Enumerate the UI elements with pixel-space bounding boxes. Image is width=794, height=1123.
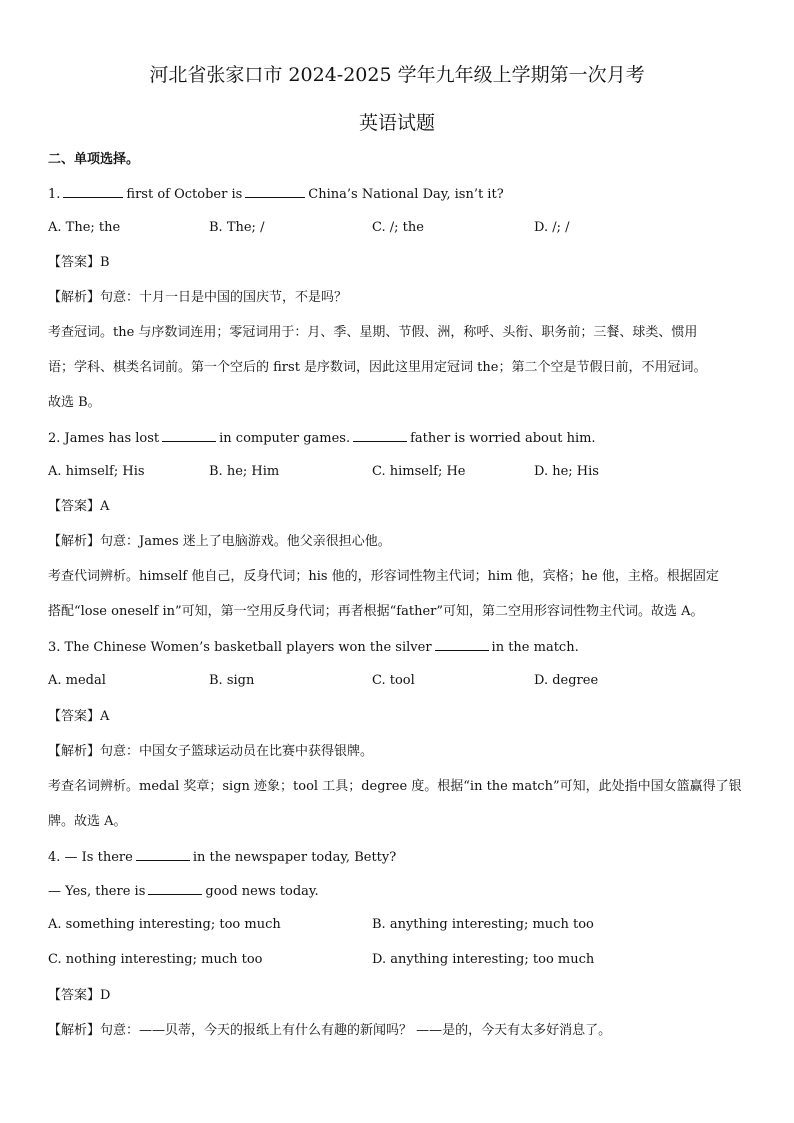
option-c: C. nothing interesting; much too xyxy=(48,952,263,967)
option-d: D. degree xyxy=(534,673,599,688)
option-a: A. The; the xyxy=(48,220,121,235)
question-text: in computer games. xyxy=(219,431,351,446)
option-a: A. something interesting; too much xyxy=(48,917,281,932)
explanation-line: 牌。故选 A。 xyxy=(48,814,127,829)
answer-label: 【答案】D xyxy=(48,988,111,1003)
question-text: 3. The Chinese Women’s basketball players won the silver xyxy=(48,640,432,655)
explanation-line: 考查冠词。the 与序数词连用；零冠词用于：月、季、星期、节假、洲，称呼、头衔、职务前；三餐、球类、惯用 xyxy=(48,325,698,340)
explanation-line: 【解析】句意：——贝蒂，今天的报纸上有什么有趣的新闻吗？ ——是的，今天有太多好消息了。 xyxy=(48,1023,612,1038)
document-title: 河北省张家口市 2024-2025 学年九年级上学期第一次月考 xyxy=(149,64,645,86)
option-a: A. medal xyxy=(48,673,106,688)
explanation-line: 语；学科、棋类名词前。第一个空后的 first 是序数词，因此这里用定冠词 the；第二个空是节假日前，不用冠词。 xyxy=(48,360,707,375)
explanation-line: 考查名词辨析。medal 奖章；sign 迹象；tool 工具；degree 度。根据“in the match”可知，此处指中国女篮赢得了银 xyxy=(48,779,742,794)
question-text: in the match. xyxy=(491,640,579,655)
document-subtitle: 英语试题 xyxy=(358,112,435,134)
option-b: B. sign xyxy=(209,673,255,688)
option-d: D. he; His xyxy=(534,464,599,479)
option-b: B. anything interesting; much too xyxy=(372,917,594,932)
question-text: 1. xyxy=(48,187,61,202)
question-text: good news today. xyxy=(205,884,319,899)
answer-blank xyxy=(162,429,216,442)
explanation-line: 【解析】句意：十月一日是中国的国庆节，不是吗？ xyxy=(48,290,348,305)
explanation-line: 搭配“lose oneself in”可知，第一空用反身代词；再者根据“father”可知，第二空用形容词性物主代词。故选 A。 xyxy=(48,604,704,619)
answer-blank xyxy=(435,638,489,651)
answer-blank xyxy=(63,185,123,198)
question-3 xyxy=(48,638,579,657)
question-4-reply xyxy=(48,882,319,901)
explanation-line: 【解析】句意：中国女子篮球运动员在比赛中获得银牌。 xyxy=(48,744,374,759)
option-d: D. /; / xyxy=(534,220,570,235)
question-2 xyxy=(48,429,596,448)
explanation-line: 【解析】句意：James 迷上了电脑游戏。他父亲很担心他。 xyxy=(48,534,391,549)
answer-label: 【答案】A xyxy=(48,499,110,514)
option-d: D. anything interesting; too much xyxy=(372,952,595,967)
question-1 xyxy=(48,185,504,204)
option-c: C. tool xyxy=(372,673,415,688)
answer-blank xyxy=(136,848,190,861)
option-b: B. he; Him xyxy=(209,464,280,479)
question-text: first of October is xyxy=(126,187,243,202)
option-b: B. The; / xyxy=(209,220,265,235)
option-a: A. himself; His xyxy=(48,464,145,479)
question-text: father is worried about him. xyxy=(410,431,596,446)
question-4 xyxy=(48,848,396,867)
answer-blank xyxy=(148,882,202,895)
answer-label: 【答案】B xyxy=(48,255,110,270)
question-text: 2. James has lost xyxy=(48,431,160,446)
section-heading: 二、单项选择。 xyxy=(48,152,140,167)
explanation-line: 考查代词辨析。himself 他自己，反身代词；his 他的，形容词性物主代词；him 他，宾格；he 他，主格。根据固定 xyxy=(48,569,719,584)
question-text: — Yes, there is xyxy=(48,884,146,899)
option-c: C. /; the xyxy=(372,220,424,235)
question-text: China’s National Day, isn’t it? xyxy=(308,187,504,202)
question-text: 4. — Is there xyxy=(48,850,133,865)
question-text: in the newspaper today, Betty? xyxy=(192,850,397,865)
explanation-line: 故选 B。 xyxy=(48,395,101,410)
option-c: C. himself; He xyxy=(372,464,466,479)
answer-blank xyxy=(245,185,305,198)
answer-label: 【答案】A xyxy=(48,709,110,724)
answer-blank xyxy=(353,429,407,442)
